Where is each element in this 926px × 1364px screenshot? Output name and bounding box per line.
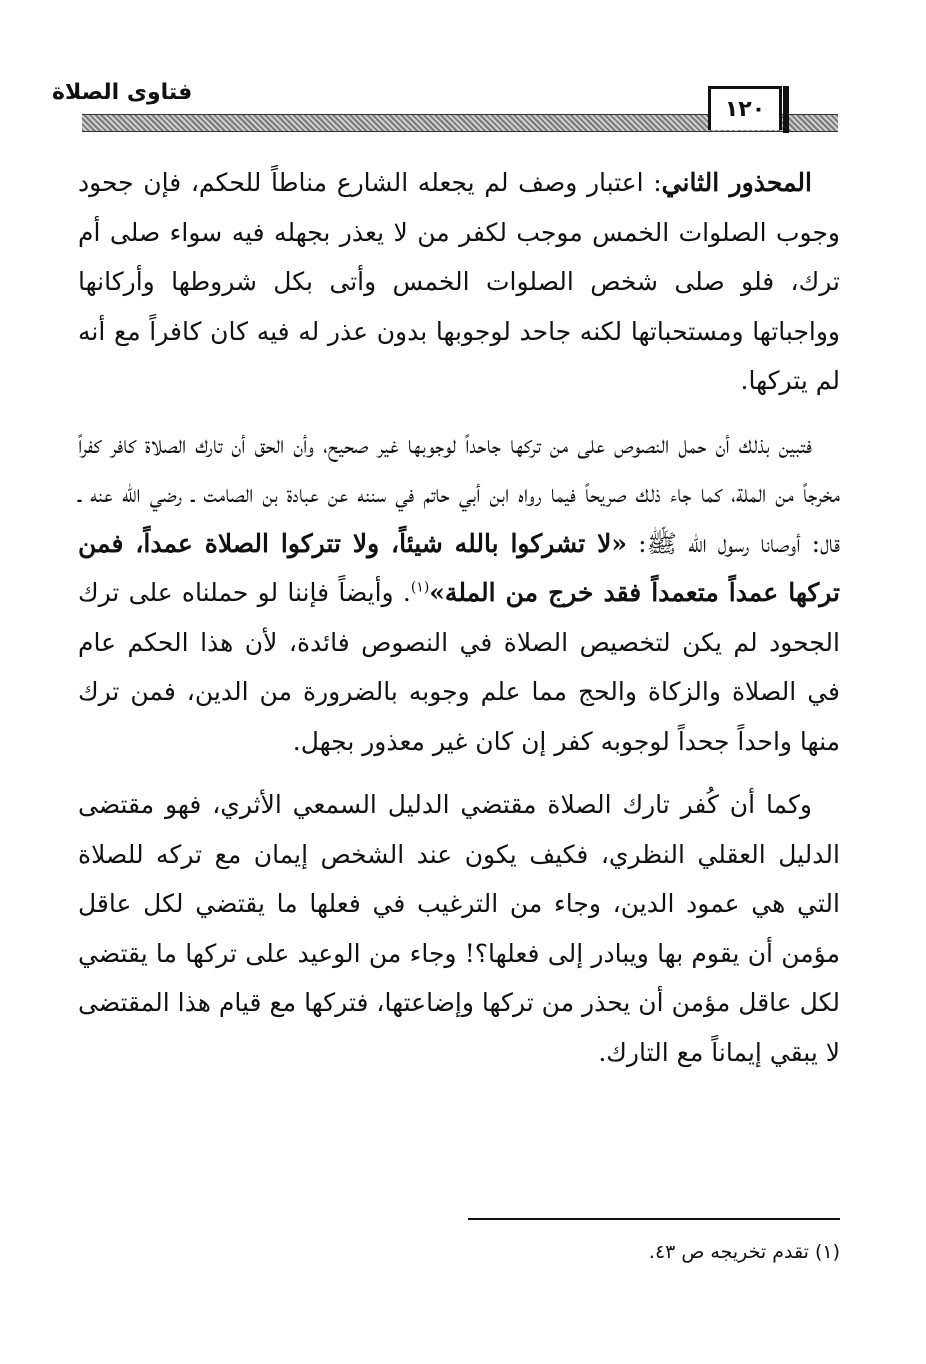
page-number: ١٢٠ bbox=[708, 86, 782, 130]
footnote-reference: (١) bbox=[410, 579, 430, 596]
hadith-quote: «لا تشركوا بالله شيئاً، ولا تتركوا الصلاة عمداً، فمن تركها عمداً متعمداً فقد خرج من الملة» bbox=[78, 528, 840, 607]
footnote-text: تقدم تخريجه ص ٤٣. bbox=[648, 1241, 809, 1263]
paragraph-3 bbox=[78, 780, 840, 1077]
paragraph-2-text-a: فتبين بذلك أن حمل النصوص على من تركها جاحداً لوجوبها غير صحيح، وأن الحق أن تارك الصلاة كافر كفراً مخرجاً من الملة، كما جاء ذلك صريحاً فيما رواه ابن أبي حاتم في سننه عن عبادة بن الصامت ـ رضي الله عنه ـ قال: أوصانا رسول الله ﷺ: bbox=[78, 429, 840, 558]
paragraph-2-text-b: . وأيضاً فإننا لو حملناه على ترك الجحود لم يكن لتخصيص الصلاة في النصوص فائدة، لأن هذا الحكم عام في الصلاة والزكاة والحج مما علم وجوبه بالضرورة من الدين، فمن ترك منها واحداً جحداً لوجوبه كفر إن كان غير معذور بجهل. bbox=[78, 578, 840, 756]
footnote-separator bbox=[468, 1218, 840, 1220]
paragraph-3-text: وكما أن كُفر تارك الصلاة مقتضي الدليل السمعي الأثري، فهو مقتضى الدليل العقلي النظري، فكيف يكون عند الشخص إيمان مع تركه للصلاة التي هي عمود الدين، وجاء من الترغيب في فعلها ما يقتضي لكل عاقل مؤمن أن يقوم بها ويبادر إلى فعلها؟! وجاء من الوعيد على تركها ما يقتضي لكل عاقل مؤمن أن يحذر من تركها وإضاعتها، فتركها مع قيام هذا المقتضى لا يبقي إيماناً مع التارك. bbox=[78, 790, 840, 1067]
paragraph-2 bbox=[78, 420, 840, 767]
main-text bbox=[78, 158, 840, 1077]
footnote bbox=[649, 1238, 840, 1266]
section-label: المحذور الثاني bbox=[661, 168, 812, 197]
footnote-marker: (١) bbox=[814, 1241, 840, 1263]
paragraph-1-text: : اعتبار وصف لم يجعله الشارع مناطاً للحكم، فإن جحود وجوب الصلوات الخمس موجب لكفر من لا يعذر بجهله فيه سواء صلى أم ترك، فلو صلى شخص الصلوات الخمس وأتى بكل شروطها وأركانها وواجباتها ومستحباتها لكنه جاحد لوجوبها بدون عذر له فيه كان كافراً مع أنه لم يتركها. bbox=[78, 168, 840, 395]
running-header-title: فتاوى الصلاة bbox=[52, 80, 193, 105]
paragraph-1 bbox=[78, 158, 840, 406]
